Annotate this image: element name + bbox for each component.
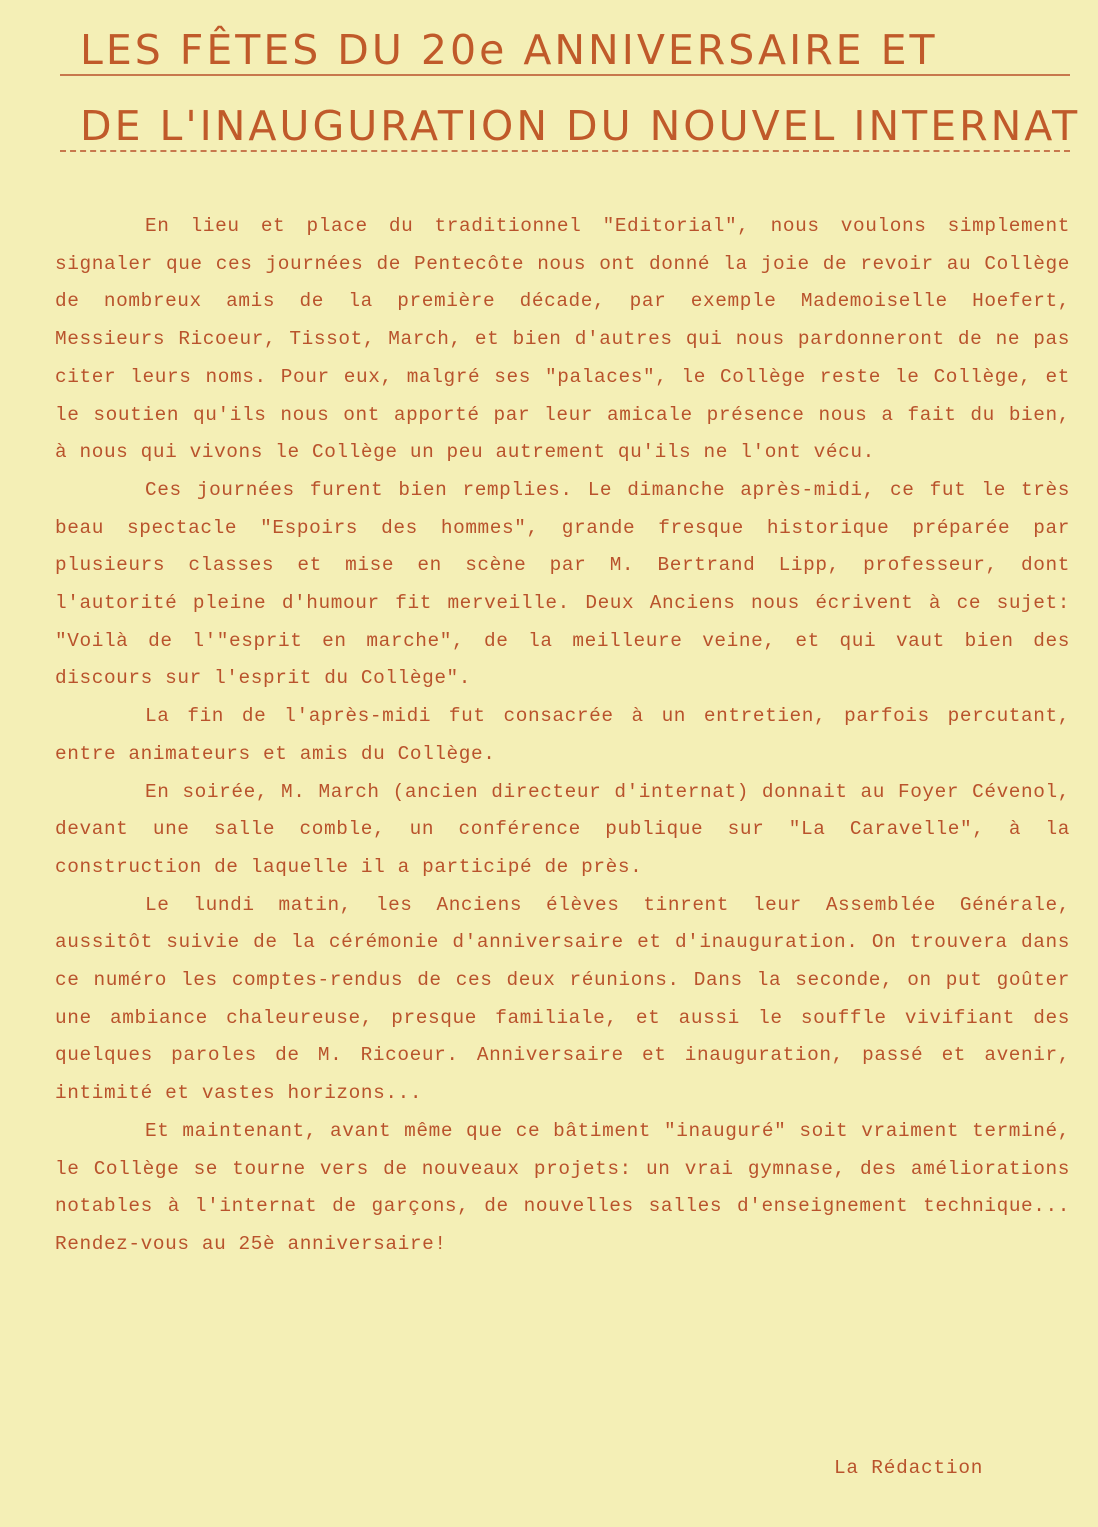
- paragraph-6: Et maintenant, avant même que ce bâtiment "inauguré" soit vraiment terminé, le Collège se tourne vers de nouveaux projets: un vrai gymnase, des améliorations notables à l'internat de garçons, de nouvelles salles d'enseignement technique... Rendez-vous au 25è anniversaire!: [55, 1119, 1070, 1255]
- title-line-2: DE L'INAUGURATION DU NOUVEL INTERNAT: [60, 102, 1070, 152]
- paragraph-1: En lieu et place du traditionnel "Editorial", nous voulons simplement signaler que ces journées de Pentecôte nous ont donné la joie de revoir au Collège de nombreux amis de la première décade, par exemple Mademoiselle Hoefert, Messieurs Ricoeur, Tissot, March, et bien d'autres qui nous pardonneront de ne pas citer leurs noms. Pour eux, malgré ses "palaces", le Collège reste le Collège, et le soutien qu'ils nous ont apporté par leur amicale présence nous a fait du bien, à nous qui vivons le Collège un peu autrement qu'ils ne l'ont vécu.: [55, 215, 1070, 464]
- paragraph-3: La fin de l'après-midi fut consacrée à un entretien, parfois percutant, entre animateurs et amis du Collège.: [55, 705, 1070, 765]
- title-line-1: LES FÊTES DU 20e ANNIVERSAIRE ET: [60, 26, 1070, 76]
- signature: La Rédaction: [834, 1457, 984, 1479]
- article-body: [55, 208, 1070, 1264]
- paragraph-4: En soirée, M. March (ancien directeur d'internat) donnait au Foyer Cévenol, devant une salle comble, un conférence publique sur "La Caravelle", à la construction de laquelle il a participé de près.: [55, 780, 1070, 878]
- paragraph-5: Le lundi matin, les Anciens élèves tinrent leur Assemblée Générale, aussitôt suivie de la cérémonie d'anniversaire et d'inauguration. On trouvera dans ce numéro les comptes-rendus de ces deux réunions. Dans la seconde, on put goûter une ambiance chaleureuse, presque familiale, et aussi le souffle vivifiant des quelques paroles de M. Ricoeur. Anniversaire et inauguration, passé et avenir, intimité et vastes horizons...: [55, 893, 1070, 1105]
- paragraph-2: Ces journées furent bien remplies. Le dimanche après-midi, ce fut le très beau spectacle "Espoirs des hommes", grande fresque historique préparée par plusieurs classes et mise en scène par M. Bertrand Lipp, professeur, dont l'autorité pleine d'humour fit merveille. Deux Anciens nous écrivent à ce sujet: "Voilà de l'"esprit en marche", de la meilleure veine, et qui vaut bien des discours sur l'esprit du Collège".: [55, 478, 1070, 690]
